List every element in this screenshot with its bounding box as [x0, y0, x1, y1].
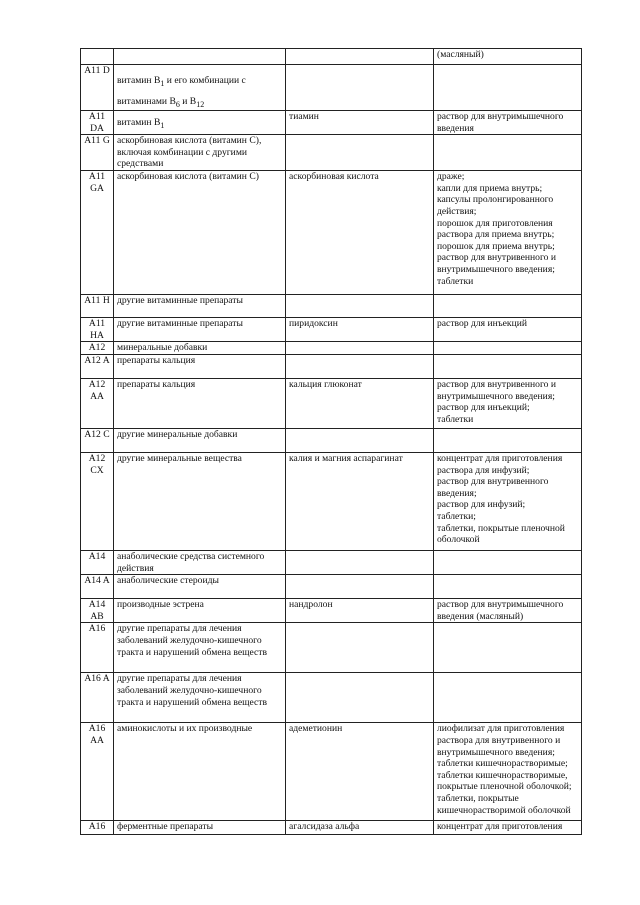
dosage-form-item: таблетки, покрытые кишечнорастворимой оболочкой — [437, 792, 571, 816]
dosage-form-item: порошок для приготовления раствора для приема внутрь; — [437, 217, 555, 241]
group-name-cell: производные эстрена — [114, 599, 286, 623]
dosage-form-item: раствор для инъекций — [437, 318, 527, 330]
atc-code-cell: A11 D — [81, 65, 114, 111]
dosage-form-item: раствор для инъекций; — [437, 402, 530, 414]
group-name-cell: аминокислоты и их производные — [114, 723, 286, 821]
atc-code-cell: A12 C — [81, 428, 114, 452]
substance-cell: аскорбиновая кислота — [286, 171, 434, 295]
atc-code-cell: A11 GA — [81, 171, 114, 295]
table-row — [81, 318, 582, 342]
dosage-form-item: раствор для внутривенного введения; — [437, 476, 549, 499]
group-name-cell: ферментные препараты — [114, 821, 286, 835]
dosage-forms-cell — [434, 428, 582, 452]
atc-code-cell: A16 A — [81, 673, 114, 723]
dosage-form-item: раствор для внутривенного и внутримышечного введения; — [437, 378, 556, 402]
dosage-forms-cell — [434, 575, 582, 599]
dosage-forms-cell — [434, 623, 582, 673]
atc-code-cell: A11 HA — [81, 318, 114, 342]
group-name-cell: препараты кальция — [114, 378, 286, 428]
drug-classification-table — [80, 48, 582, 835]
atc-code-cell: A12 A — [81, 354, 114, 378]
group-name-cell: аскорбиновая кислота (витамин С) — [114, 171, 286, 295]
table-row — [81, 575, 582, 599]
group-name-cell: витамин $B_1$ и его комбинации с витаминами $B_6$ и $B_{12}$ — [114, 65, 286, 111]
atc-code-cell: A14 AB — [81, 599, 114, 623]
substance-cell — [286, 575, 434, 599]
table-row — [81, 673, 582, 723]
atc-code-cell: A12 AA — [81, 378, 114, 428]
dosage-form-item: капсулы пролонгированного действия; — [437, 194, 554, 217]
dosage-forms-cell — [434, 821, 582, 835]
dosage-forms-cell — [434, 295, 582, 318]
dosage-form-item: раствор для внутримышечного введения — [437, 111, 564, 134]
substance-cell — [286, 354, 434, 378]
group-name-cell: другие препараты для лечения заболеваний желудочно-кишечного тракта и нарушений обмена веществ — [114, 623, 286, 673]
substance-cell: пиридоксин — [286, 318, 434, 342]
dosage-form-item: драже; — [437, 171, 465, 183]
dosage-form-item: таблетки — [437, 275, 474, 287]
atc-code-cell: A11 DA — [81, 111, 114, 135]
dosage-forms-cell — [434, 723, 582, 821]
atc-code-cell: A12 — [81, 342, 114, 355]
dosage-forms-cell — [434, 111, 582, 135]
substance-cell — [286, 135, 434, 171]
substance-cell — [286, 550, 434, 574]
atc-code-cell: A16 AA — [81, 723, 114, 821]
table-row — [81, 49, 582, 65]
substance-cell — [286, 342, 434, 355]
substance-cell: тиамин — [286, 111, 434, 135]
dosage-form-item: раствор для инфузий; — [437, 499, 526, 511]
substance-cell: калия и магния аспарагинат — [286, 452, 434, 550]
table-row — [81, 599, 582, 623]
group-name-cell: анаболические стероиды — [114, 575, 286, 599]
group-name-cell: минеральные добавки — [114, 342, 286, 355]
table-row — [81, 723, 582, 821]
dosage-form-item: порошок для приема внутрь; — [437, 240, 555, 252]
dosage-form-item: таблетки; — [437, 510, 476, 522]
group-name-cell: препараты кальция — [114, 354, 286, 378]
dosage-form-item: раствор для внутривенного и внутримышечного введения; — [437, 252, 556, 275]
table-row — [81, 623, 582, 673]
dosage-form-item: таблетки — [437, 413, 474, 425]
dosage-form-item: концентрат для приготовления — [437, 821, 563, 833]
dosage-forms-cell — [434, 135, 582, 171]
dosage-form-item: капли для приема внутрь; — [437, 182, 543, 194]
table-row — [81, 428, 582, 452]
substance-cell: агалсидаза альфа — [286, 821, 434, 835]
group-name-cell: другие витаминные препараты — [114, 318, 286, 342]
group-name-cell: витамин $B_1$ — [114, 111, 286, 135]
group-name-cell: другие минеральные вещества — [114, 452, 286, 550]
dosage-forms-cell — [434, 318, 582, 342]
dosage-form-item: таблетки кишечнорастворимые; — [437, 758, 568, 770]
table-row — [81, 295, 582, 318]
group-name-cell: другие препараты для лечения заболеваний желудочно-кишечного тракта и нарушений обмена веществ — [114, 673, 286, 723]
table-row — [81, 378, 582, 428]
dosage-forms-cell — [434, 171, 582, 295]
atc-code-cell: A16 — [81, 821, 114, 835]
substance-cell — [286, 428, 434, 452]
atc-code-cell: A11 H — [81, 295, 114, 318]
atc-code-cell: A16 — [81, 623, 114, 673]
atc-code-cell: A14 A — [81, 575, 114, 599]
table-row — [81, 111, 582, 135]
dosage-forms-cell — [434, 599, 582, 623]
group-name-cell: другие витаминные препараты — [114, 295, 286, 318]
dosage-form-cell: (масляный) — [434, 49, 582, 65]
substance-cell: адеметионин — [286, 723, 434, 821]
table-row — [81, 171, 582, 295]
table-row — [81, 821, 582, 835]
dosage-forms-cell — [434, 378, 582, 428]
dosage-forms-cell — [434, 452, 582, 550]
atc-code-cell: A12 CX — [81, 452, 114, 550]
dosage-form-item: раствор для внутримышечного введения (масляный) — [437, 599, 564, 622]
table-row — [81, 135, 582, 171]
substance-cell — [286, 673, 434, 723]
group-name-cell: аскорбиновая кислота (витамин С), включая комбинации с другими средствами — [114, 135, 286, 171]
substance-cell — [286, 295, 434, 318]
substance-cell — [286, 65, 434, 111]
group-name-cell: другие минеральные добавки — [114, 428, 286, 452]
dosage-forms-cell — [434, 354, 582, 378]
dosage-forms-cell — [434, 65, 582, 111]
atc-code-cell: A14 — [81, 550, 114, 574]
substance-cell: нандролон — [286, 599, 434, 623]
table-row — [81, 354, 582, 378]
table-row — [81, 550, 582, 574]
dosage-form-item: таблетки кишечнорастворимые, покрытые пленочной оболочкой; — [437, 769, 572, 793]
group-name-cell: анаболические средства системного действия — [114, 550, 286, 574]
dosage-form-item: таблетки, покрытые пленочной оболочкой — [437, 522, 565, 546]
dosage-form-item: концентрат для приготовления раствора для инфузий; — [437, 452, 563, 476]
dosage-forms-cell — [434, 342, 582, 355]
table-row — [81, 342, 582, 355]
substance-cell: кальция глюконат — [286, 378, 434, 428]
substance-cell — [286, 623, 434, 673]
table-row — [81, 452, 582, 550]
table-row — [81, 65, 582, 111]
dosage-forms-cell — [434, 550, 582, 574]
dosage-forms-cell — [434, 673, 582, 723]
atc-code-cell: A11 G — [81, 135, 114, 171]
dosage-form-item: лиофилизат для приготовления раствора для внутривенного и внутримышечного введения; — [437, 723, 565, 758]
